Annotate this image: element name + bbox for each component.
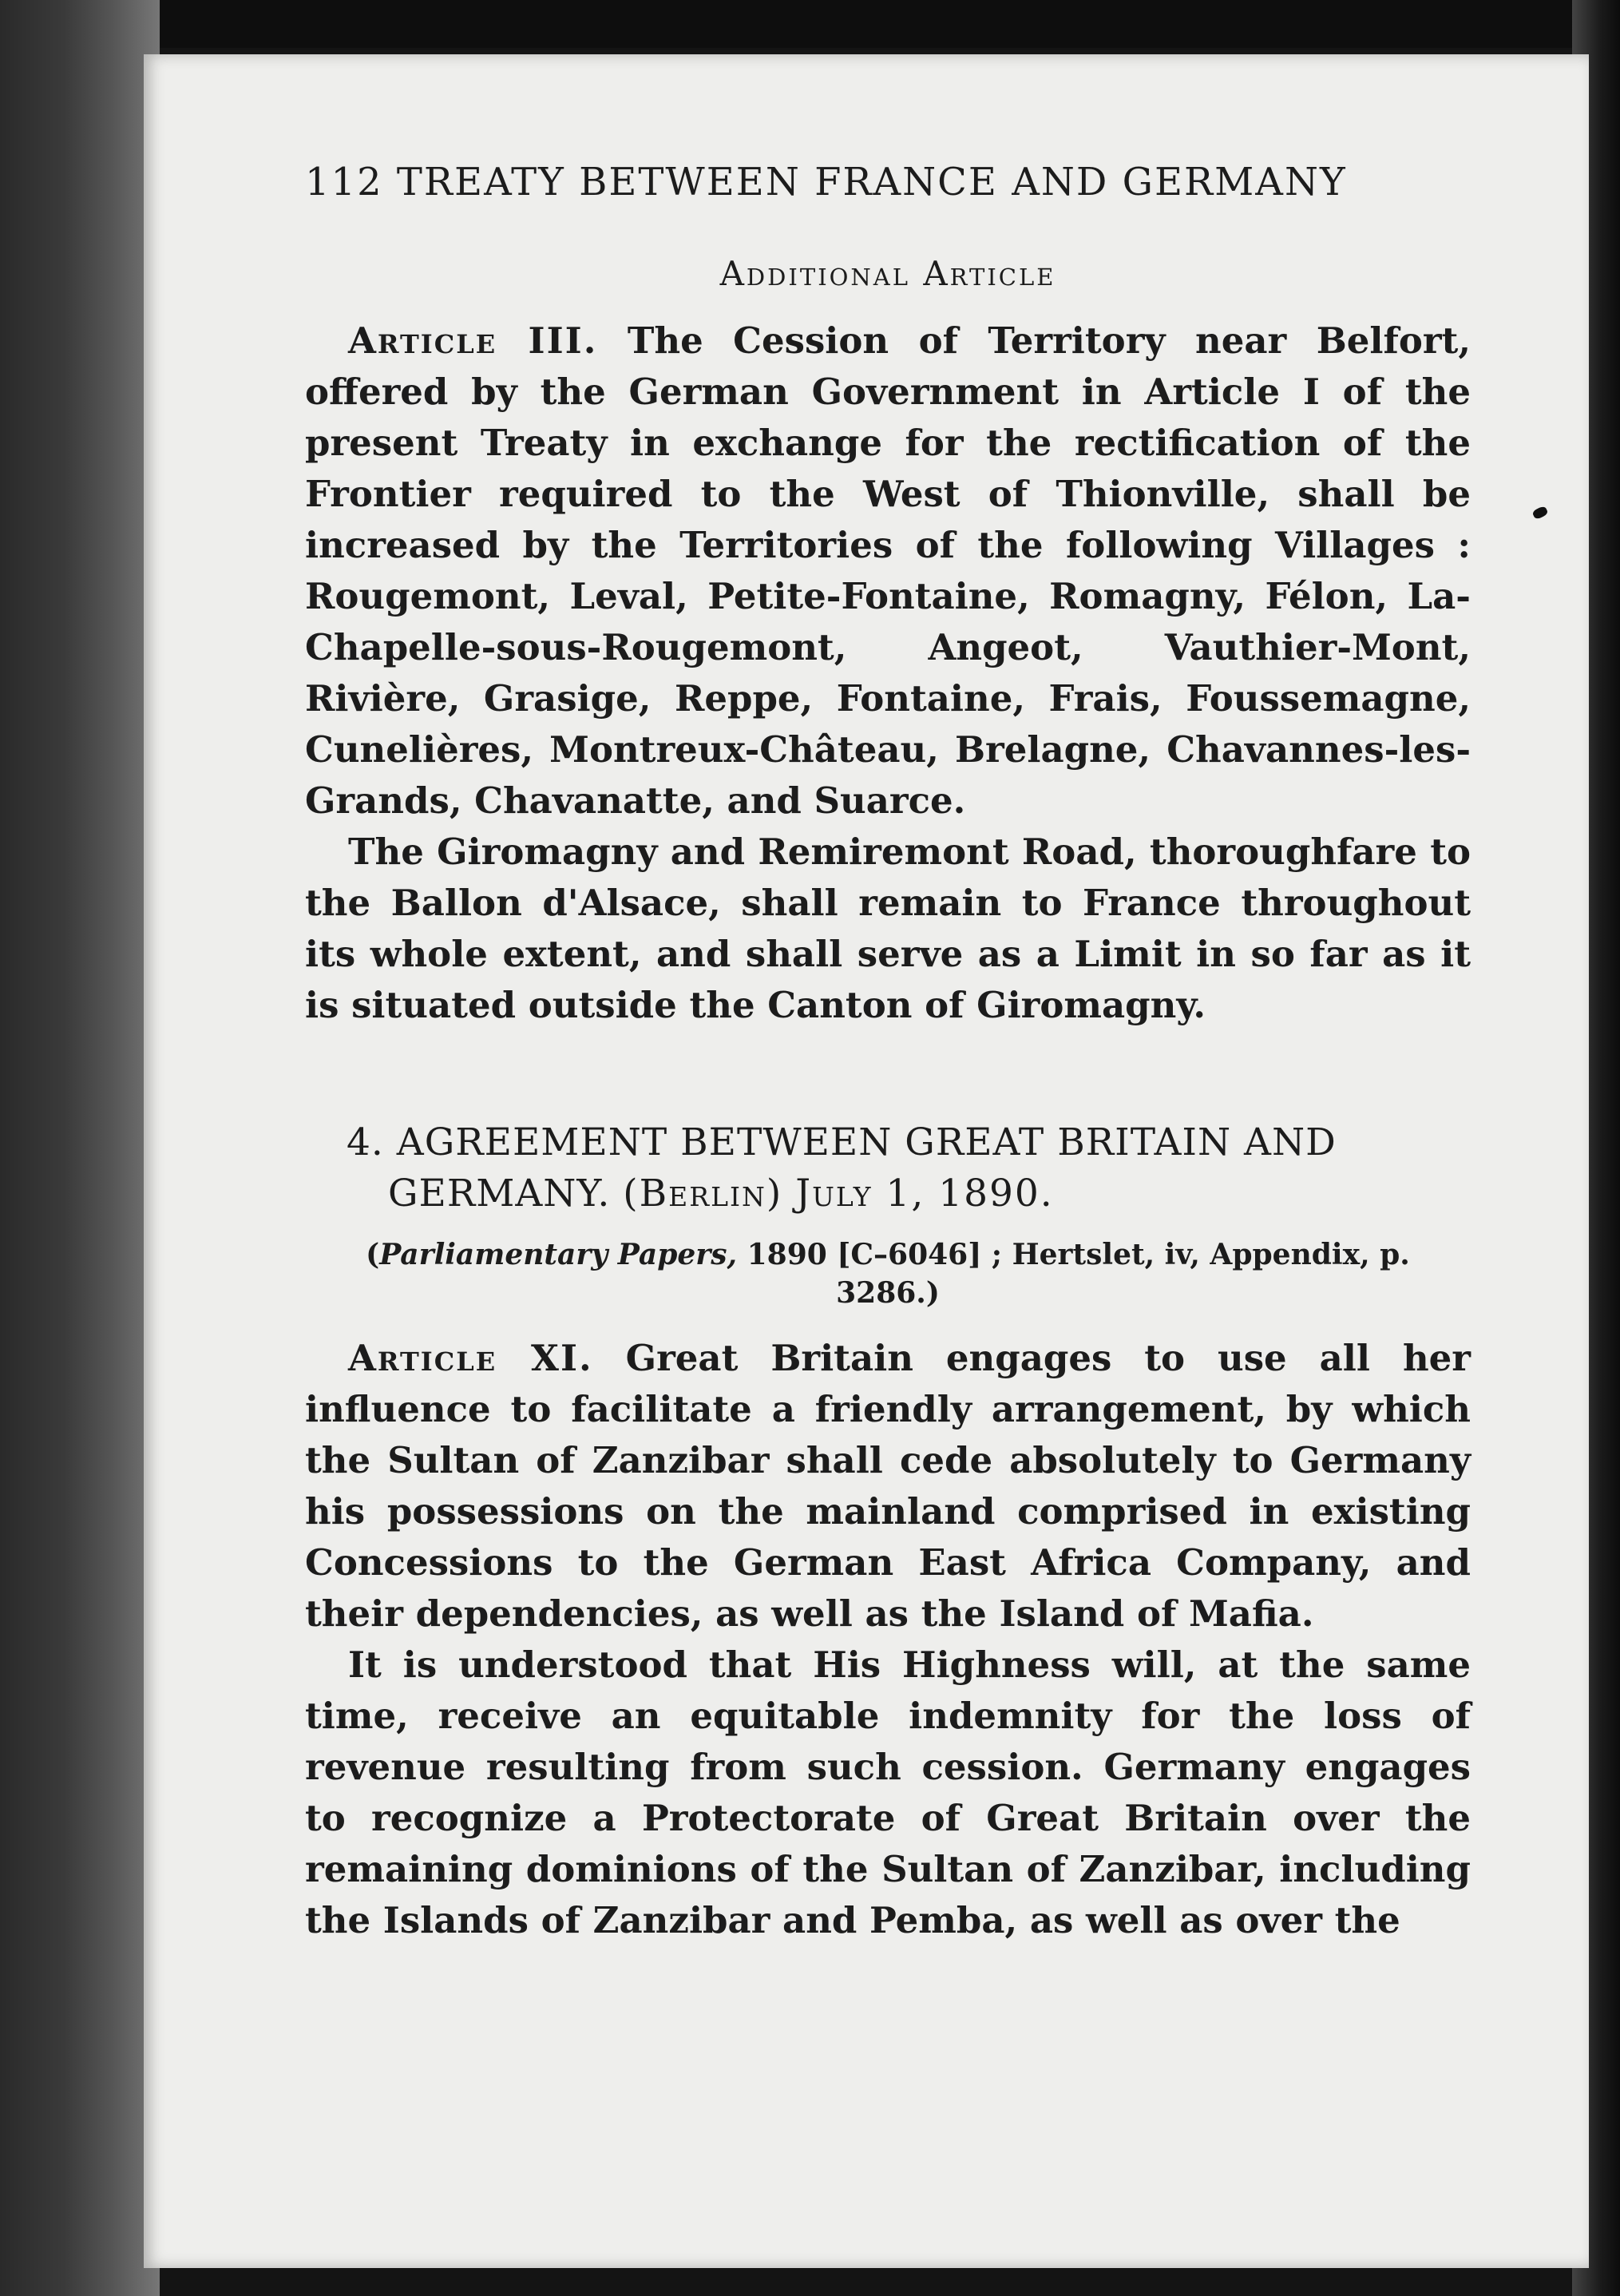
running-head: 112 TREATY BETWEEN FRANCE AND GERMANY — [305, 160, 1347, 204]
highness-paragraph: It is understood that His Highness will, at the same time, receive an equitable indemnity for the loss of revenue resulting from such cession. Germany engages to recognize a Protectorate of Great Britain over the remaining dominions of the Sultan of Zanzibar, including the Islands of Zanzibar and Pemba, as well as over the — [305, 1644, 1471, 1941]
article-iii-label: Article III. — [348, 319, 598, 362]
additional-article-heading: Additional Article — [719, 254, 1056, 293]
section-4-place: (Berlin) — [623, 1172, 783, 1215]
article-xi-text: Great Britain engages to use all her influence to facilitate a friendly arrangement, by which the Sultan of Zanzibar shall cede absolutely to Germany his possessions on the mainland comprised in existing Concessions to the German East Africa Company, and their dependencies, as well as the Island of Mafia. — [305, 1337, 1471, 1635]
article-xi-paragraph — [305, 1333, 1471, 1640]
article-iii-text: The Cession of Territory near Belfort, offered by the German Government in Article I of the present Treaty in exchange for the rectification of the Frontier required to the West of Thionville, shall be increased by the Territories of the following Villages : Rougemont, Leval, Petite-Fontaine, Romagny, Félon, La-Chapelle-sous-Rougemont, Angeot, Vauthier-Mont, Rivière, Grasige, Reppe, Fontaine, Frais, Foussemagne, Cunelières, Montreux-Château, Brelagne, Chavannes-les-Grands, Chavanatte, and Suarce. — [305, 319, 1471, 822]
article-xi-label: Article XI. — [348, 1337, 593, 1379]
citation-open: ( — [366, 1238, 380, 1271]
citation-rest: 1890 [C–6046] ; Hertslet, iv, Appendix, p. 3286.) — [747, 1238, 1410, 1310]
top-dark-edge — [0, 0, 1620, 48]
section-4-title — [347, 1117, 1471, 1219]
article-iii-paragraph — [305, 315, 1471, 827]
book-binding-edge — [0, 0, 160, 2296]
page-text — [305, 160, 1471, 1946]
section-4-date: July 1, 1890. — [795, 1172, 1054, 1215]
citation — [353, 1235, 1423, 1312]
section-4-title-main: 4. AGREEMENT BETWEEN GREAT BRITAIN AND GERMANY. — [347, 1120, 1337, 1215]
citation-source: Parliamentary Papers, — [379, 1238, 738, 1271]
road-paragraph: The Giromagny and Remiremont Road, thoroughfare to the Ballon d'Alsace, shall remain to France throughout its whole extent, and shall serve as a Limit in so far as it is situated outside the Canton of Giromagny. — [305, 831, 1471, 1026]
